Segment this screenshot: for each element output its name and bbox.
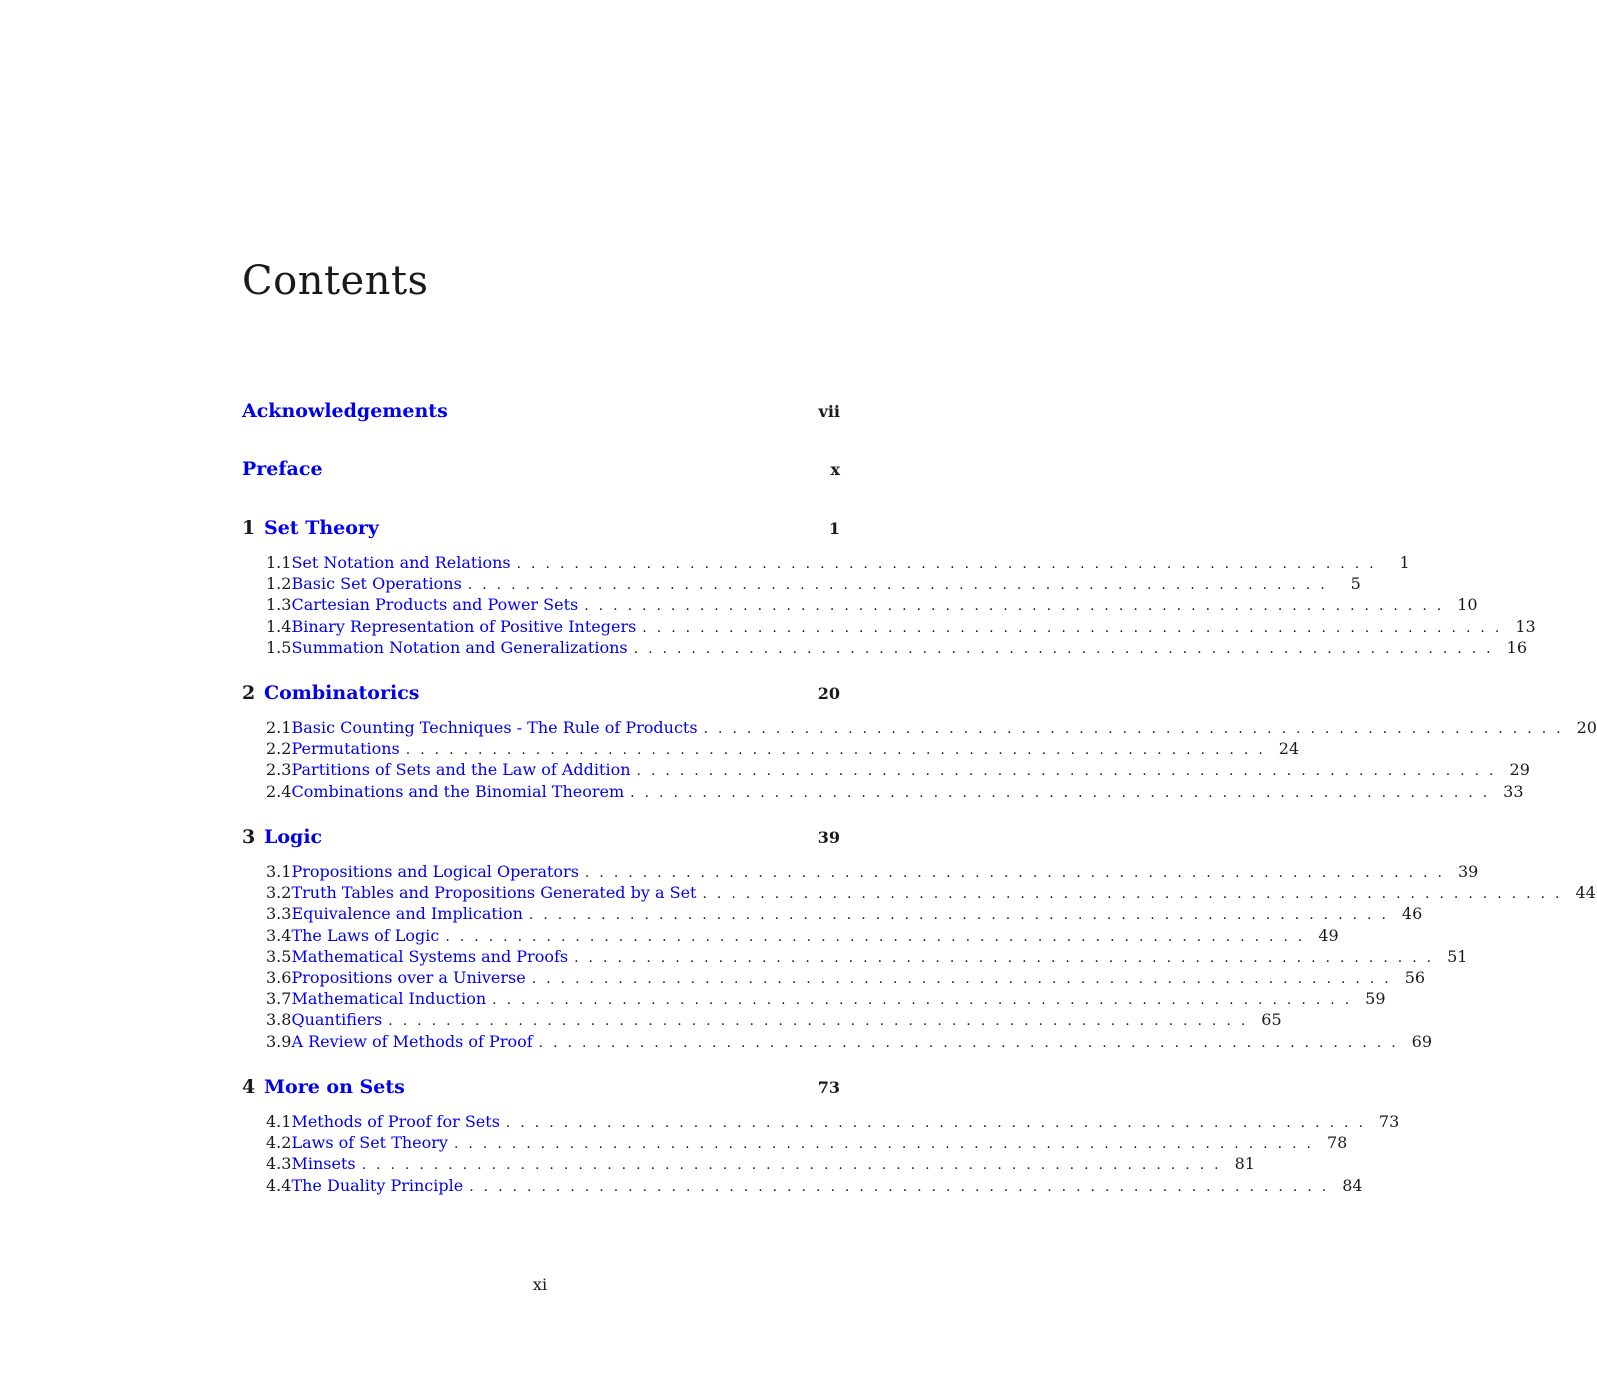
entry-title-link[interactable]: Cartesian Products and Power Sets (291, 595, 579, 615)
toc-section-entry[interactable] (266, 946, 1468, 966)
entry-page-number: 20 (1576, 718, 1597, 737)
toc-section-entry[interactable] (266, 904, 1423, 924)
entry-page-number: 39 (1457, 862, 1479, 881)
entry-title-link[interactable]: Partitions of Sets and the Law of Addition (291, 760, 631, 780)
entry-page-number: 78 (1326, 1133, 1348, 1153)
page-title: Contents (242, 258, 429, 304)
entry-number: 3.7 (266, 989, 292, 1009)
toc-section-entry[interactable] (266, 989, 1386, 1009)
entry-page-number: 46 (1401, 904, 1423, 924)
entry-number: 1 (242, 517, 256, 539)
toc-section-entry[interactable] (266, 637, 1527, 657)
entry-page-number: 73 (817, 1078, 840, 1097)
toc-chapter-entry[interactable] (242, 517, 840, 539)
toc-chapter-entry[interactable] (242, 400, 840, 422)
entry-title-link[interactable]: Permutations (291, 739, 400, 759)
entry-number: 1.3 (266, 595, 292, 615)
entry-number: 2.2 (266, 739, 292, 759)
entry-number: 3.1 (266, 862, 292, 881)
entry-title-link[interactable]: Minsets (291, 1154, 356, 1174)
leader-dots: ............................................................ (574, 949, 1442, 966)
entry-title-link[interactable]: Logic (264, 826, 323, 848)
entry-title-link[interactable]: Acknowledgements (242, 400, 448, 422)
leader-dots: ............................................................ (703, 721, 1571, 737)
entry-page-number: 39 (817, 828, 840, 847)
leader-dots: ............................................................ (528, 907, 1396, 924)
entry-title-link[interactable]: Methods of Proof for Sets (291, 1112, 500, 1131)
entry-page-number: 49 (1318, 925, 1339, 945)
entry-page-number: vii (818, 402, 840, 421)
toc-chapter-entry[interactable] (242, 1076, 840, 1098)
toc-section-entry[interactable] (266, 1112, 1400, 1131)
entry-page-number: 20 (817, 684, 840, 703)
leader-dots: ............................................................ (702, 886, 1570, 903)
entry-title-link[interactable]: A Review of Methods of Proof (291, 1031, 533, 1051)
leader-dots: ............................................................ (516, 556, 1384, 572)
leader-dots: ............................................................ (492, 992, 1360, 1009)
toc-section-entry[interactable] (266, 574, 1361, 594)
entry-page-number: 13 (1515, 616, 1536, 636)
toc-chapter-entry[interactable] (242, 682, 840, 704)
entry-title-link[interactable]: Basic Set Operations (291, 574, 462, 594)
entry-page-number: 5 (1350, 574, 1361, 594)
entry-title-link[interactable]: Truth Tables and Propositions Generated by a Set (291, 883, 697, 903)
toc-section-entry[interactable] (266, 718, 1597, 737)
entry-title-link[interactable]: Propositions and Logical Operators (291, 862, 579, 881)
toc-section-entry[interactable] (266, 739, 1300, 759)
entry-number: 3 (242, 826, 256, 848)
toc-section-entry[interactable] (266, 1154, 1255, 1174)
entry-page-number: 16 (1506, 637, 1527, 657)
entry-page-number: 1 (828, 519, 840, 538)
toc-section-entry[interactable] (266, 553, 1410, 572)
leader-dots: ............................................................ (453, 1136, 1321, 1153)
entry-number: 3.2 (266, 883, 292, 903)
leader-dots: ............................................................ (531, 971, 1399, 987)
leader-dots: ............................................................ (633, 640, 1501, 657)
entry-number: 1.5 (266, 637, 292, 657)
leader-dots: ............................................................ (584, 865, 1452, 881)
entry-title-link[interactable]: Binary Representation of Positive Integers (291, 616, 637, 636)
entry-page-number: 84 (1342, 1175, 1363, 1195)
entry-number: 3.4 (266, 925, 292, 945)
entry-title-link[interactable]: Quantifiers (291, 1010, 383, 1030)
entry-page-number: 81 (1234, 1154, 1255, 1174)
leader-dots: ............................................................ (405, 742, 1273, 759)
entry-number: 4.3 (266, 1154, 292, 1174)
toc-section-entry[interactable] (266, 968, 1426, 987)
leader-dots: ............................................................ (445, 928, 1313, 945)
toc-section-entry[interactable] (266, 1133, 1348, 1153)
entry-page-number: 73 (1378, 1112, 1400, 1131)
entry-number: 2 (242, 682, 256, 704)
entry-title-link[interactable]: Basic Counting Techniques - The Rule of Products (291, 718, 698, 737)
page-number: xi (532, 1275, 548, 1294)
entry-page-number: x (830, 460, 840, 479)
entry-page-number: 1 (1399, 553, 1410, 572)
leader-dots: ............................................................ (467, 577, 1335, 594)
toc-section-entry[interactable] (266, 1010, 1282, 1030)
entry-number: 1.4 (266, 616, 292, 636)
toc-section-entry[interactable] (266, 595, 1478, 615)
entry-page-number: 24 (1278, 739, 1300, 759)
entry-page-number: 69 (1411, 1031, 1433, 1051)
toc-section-entry[interactable] (266, 1031, 1433, 1051)
entry-title-link[interactable]: Set Notation and Relations (291, 553, 511, 572)
entry-title-link[interactable]: More on Sets (264, 1076, 405, 1098)
leader-dots: ............................................................ (361, 1157, 1229, 1174)
entry-page-number: 56 (1404, 968, 1426, 987)
entry-number: 1.2 (266, 574, 292, 594)
entry-number: 4 (242, 1076, 256, 1098)
entry-number: 3.9 (266, 1031, 292, 1051)
toc-section-entry[interactable] (266, 781, 1524, 801)
entry-number: 3.8 (266, 1010, 292, 1030)
toc-section-entry[interactable] (266, 1175, 1363, 1195)
entry-title-link[interactable]: Laws of Set Theory (291, 1133, 448, 1153)
entry-page-number: 59 (1365, 989, 1386, 1009)
entry-title-link[interactable]: Mathematical Induction (291, 989, 487, 1009)
entry-title-link[interactable]: Combinatorics (264, 682, 420, 704)
entry-title-link[interactable]: Preface (242, 458, 323, 480)
leader-dots: ............................................................ (584, 598, 1452, 615)
leader-dots: ............................................................ (642, 619, 1510, 636)
leader-dots: ............................................................ (636, 763, 1504, 780)
entry-number: 2.3 (266, 760, 292, 780)
entry-title-link[interactable]: Equivalence and Implication (291, 904, 523, 924)
entry-page-number: 33 (1503, 781, 1524, 801)
leader-dots: ............................................................ (388, 1013, 1256, 1030)
entry-page-number: 29 (1509, 760, 1530, 780)
toc-chapter-entry[interactable] (242, 458, 840, 480)
toc-chapter-entry[interactable] (242, 826, 840, 848)
entry-page-number: 10 (1457, 595, 1478, 615)
entry-title-link[interactable]: Mathematical Systems and Proofs (291, 946, 569, 966)
entry-title-link[interactable]: The Duality Principle (291, 1175, 464, 1195)
entry-number: 2.1 (266, 718, 292, 737)
toc-section-entry[interactable] (266, 862, 1479, 881)
entry-title-link[interactable]: The Laws of Logic (291, 925, 440, 945)
leader-dots: ............................................................ (505, 1115, 1373, 1131)
toc-section-entry[interactable] (266, 616, 1536, 636)
toc-section-entry[interactable] (266, 760, 1530, 780)
entry-number: 4.1 (266, 1112, 292, 1131)
entry-title-link[interactable]: Set Theory (264, 517, 379, 539)
entry-title-link[interactable]: Propositions over a Universe (291, 968, 526, 987)
entry-number: 3.5 (266, 946, 292, 966)
entry-title-link[interactable]: Summation Notation and Generalizations (291, 637, 628, 657)
entry-title-link[interactable]: Combinations and the Binomial Theorem (291, 781, 625, 801)
entry-number: 4.4 (266, 1175, 292, 1195)
leader-dots: ............................................................ (538, 1034, 1406, 1051)
entry-page-number: 65 (1261, 1010, 1282, 1030)
entry-number: 2.4 (266, 781, 292, 801)
entry-number: 1.1 (266, 553, 292, 572)
toc-section-entry[interactable] (266, 883, 1596, 903)
leader-dots: ............................................................ (469, 1178, 1337, 1195)
entry-number: 3.6 (266, 968, 292, 987)
toc-section-entry[interactable] (266, 925, 1339, 945)
entry-number: 4.2 (266, 1133, 292, 1153)
entry-page-number: 51 (1447, 946, 1468, 966)
leader-dots: ............................................................ (630, 784, 1498, 801)
entry-page-number: 44 (1575, 883, 1596, 903)
entry-number: 3.3 (266, 904, 292, 924)
